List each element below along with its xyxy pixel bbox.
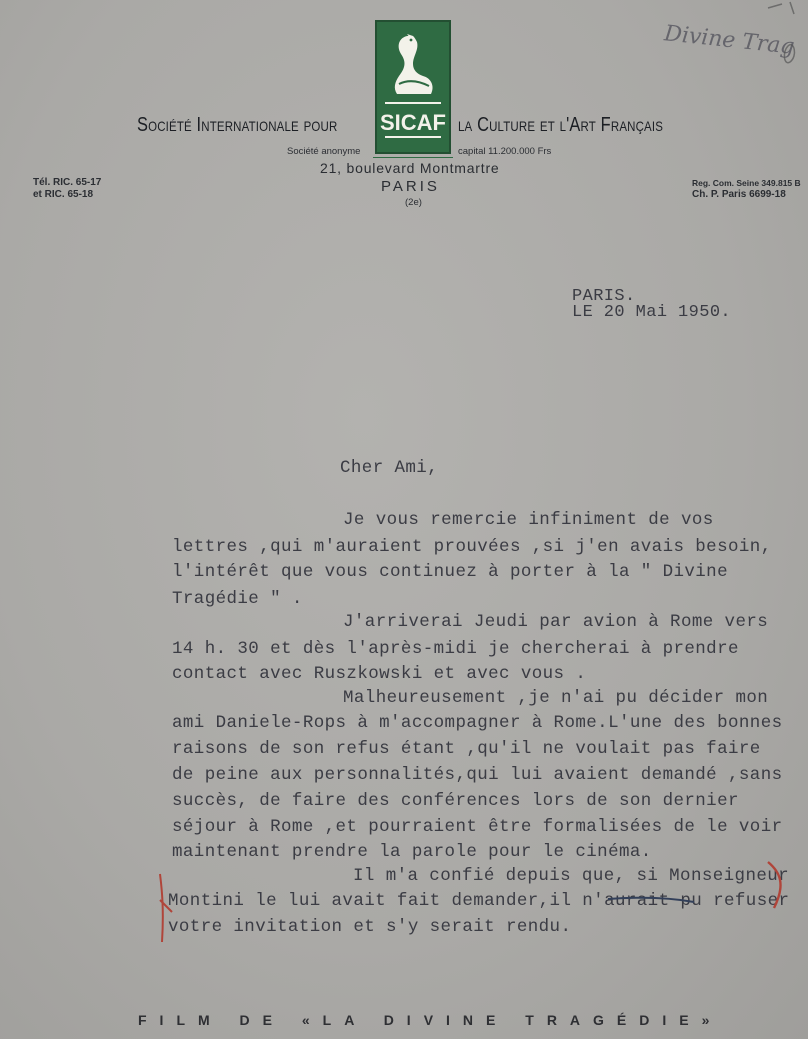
- footer-film-title: FILM DE «LA DIVINE TRAGÉDIE»: [138, 1012, 723, 1028]
- red-margin-mark-left: [150, 870, 180, 950]
- red-margin-mark-right: [762, 858, 792, 918]
- body-line: l'intérêt que vous continuez à porter à la " Divine: [172, 562, 728, 582]
- body-line: raisons de son refus étant ,qu'il ne voulait pas faire: [172, 739, 761, 759]
- body-line: lettres ,qui m'auraient prouvées ,si j'en avais besoin,: [172, 537, 772, 557]
- city: PARIS: [381, 178, 440, 195]
- body-line: Montini le lui avait fait demander,il n'aurait pu refuser: [168, 891, 790, 911]
- handwritten-note: Divine Trag: [663, 21, 796, 60]
- body-line: ami Daniele-Rops à m'accompagner à Rome.L'une des bonnes: [172, 713, 783, 733]
- body-line: Il m'a confié depuis que, si Monseigneur: [353, 866, 790, 886]
- body-line: votre invitation et s'y serait rendu.: [168, 917, 572, 937]
- logo-baseline: [373, 157, 453, 158]
- body-line: contact avec Ruszkowski et avec vous .: [172, 664, 587, 684]
- body-line: maintenant prendre la parole pour le cinéma.: [172, 842, 652, 862]
- telephone-line-2: et RIC. 65-18: [33, 189, 94, 200]
- date-line-2: LE 20 Mai 1950.: [572, 303, 732, 322]
- registration-line-1: Reg. Com. Seine 349.815 B: [692, 178, 801, 188]
- pencil-scribble: [760, 0, 800, 70]
- company-name-right: la Culture et l'Art Français: [458, 114, 664, 136]
- body-line: séjour à Rome ,et pourraient être formalisées de le voir: [172, 817, 783, 837]
- salutation: Cher Ami,: [340, 458, 439, 478]
- body-line: J'arriverai Jeudi par avion à Rome vers: [343, 612, 769, 632]
- logo-text: SICAF: [380, 110, 446, 135]
- address: 21, boulevard Montmartre: [320, 160, 500, 176]
- company-name-left: Société Internationale pour: [137, 114, 338, 136]
- body-line: Tragédie " .: [172, 589, 303, 609]
- district: (2e): [405, 197, 422, 208]
- pencil-underline: [606, 893, 696, 903]
- telephone-line-1: Tél. RIC. 65-17: [33, 177, 102, 188]
- body-line: de peine aux personnalités,qui lui avaient demandé ,sans: [172, 765, 783, 785]
- date-line-1: PARIS.: [572, 287, 636, 306]
- body-line: Je vous remercie infiniment de vos: [343, 510, 714, 530]
- body-line: Malheureusement ,je n'ai pu décider mon: [343, 688, 769, 708]
- company-type: Société anonyme: [287, 146, 361, 157]
- body-line: 14 h. 30 et dès l'après-midi je chercherai à prendre: [172, 639, 739, 659]
- registration-line-2: Ch. P. Paris 6699-18: [692, 189, 786, 200]
- company-capital: capital 11.200.000 Frs: [458, 146, 552, 157]
- body-line: succès, de faire des conférences lors de son dernier: [172, 791, 739, 811]
- sicaf-logo: [375, 20, 451, 154]
